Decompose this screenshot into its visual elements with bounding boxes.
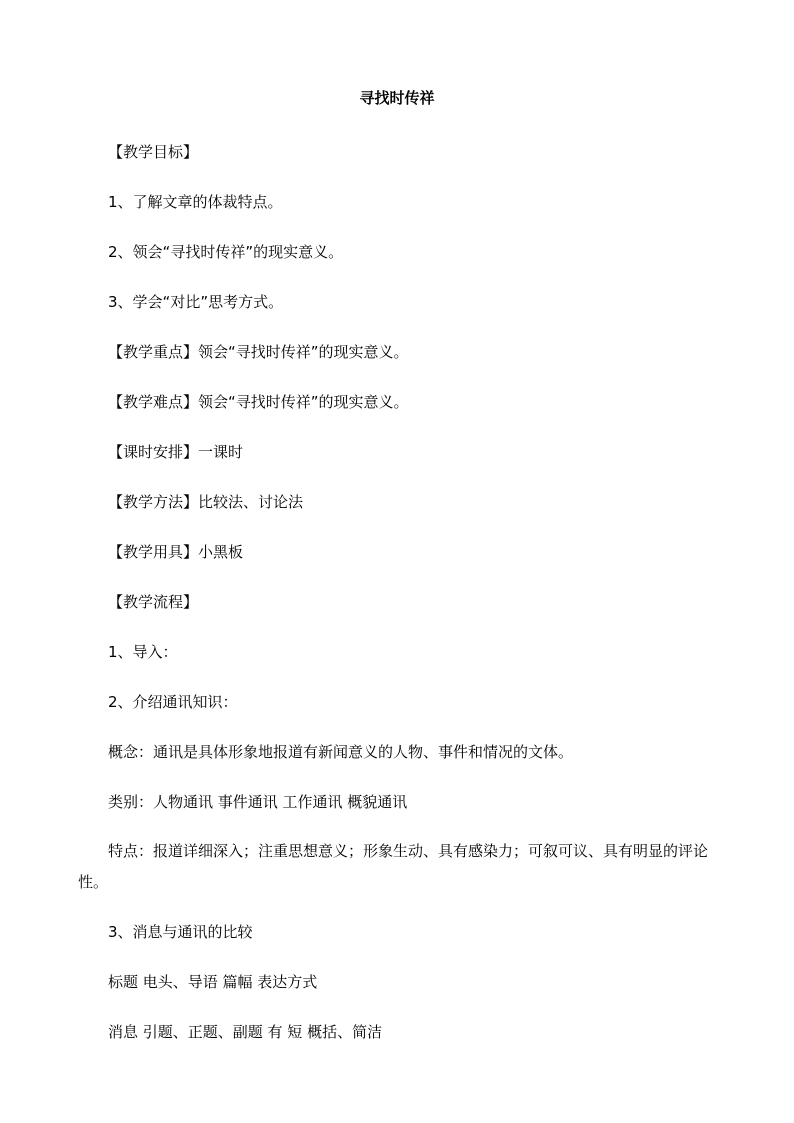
section-heading-objectives: 【教学目标】 xyxy=(108,143,199,161)
comparison-header-row: 标题 电头、导语 篇幅 表达方式 xyxy=(108,973,318,991)
objective-item-2: 2、领会“寻找时传祥”的现实意义。 xyxy=(108,243,344,261)
class-hours-line: 【课时安排】一课时 xyxy=(108,443,244,461)
process-step-1: 1、导入： xyxy=(108,643,178,661)
category-line: 类别：人物通讯 事件通讯 工作通讯 概貌通讯 xyxy=(108,793,408,811)
objective-item-1: 1、了解文章的体裁特点。 xyxy=(108,193,283,211)
process-step-2: 2、介绍通讯知识： xyxy=(108,693,238,711)
section-heading-process: 【教学流程】 xyxy=(108,593,199,611)
difficult-point-line: 【教学难点】领会“寻找时传祥”的现实意义。 xyxy=(108,393,409,411)
teaching-tools-line: 【教学用具】小黑板 xyxy=(108,543,244,561)
teaching-method-line: 【教学方法】比较法、讨论法 xyxy=(108,493,304,511)
process-step-3: 3、消息与通讯的比较 xyxy=(108,923,253,941)
features-paragraph: 特点：报道详细深入；注重思想意义；形象生动、具有感染力；可叙可议、具有明显的评论性。 xyxy=(78,842,709,891)
objective-item-3: 3、学会“对比”思考方式。 xyxy=(108,293,284,311)
document-title: 寻找时传祥 xyxy=(359,89,435,107)
comparison-news-row: 消息 引题、正题、副题 有 短 概括、简洁 xyxy=(108,1023,383,1041)
key-point-line: 【教学重点】领会“寻找时传祥”的现实意义。 xyxy=(108,343,409,361)
concept-line: 概念：通讯是具体形象地报道有新闻意义的人物、事件和情况的文体。 xyxy=(108,743,574,761)
